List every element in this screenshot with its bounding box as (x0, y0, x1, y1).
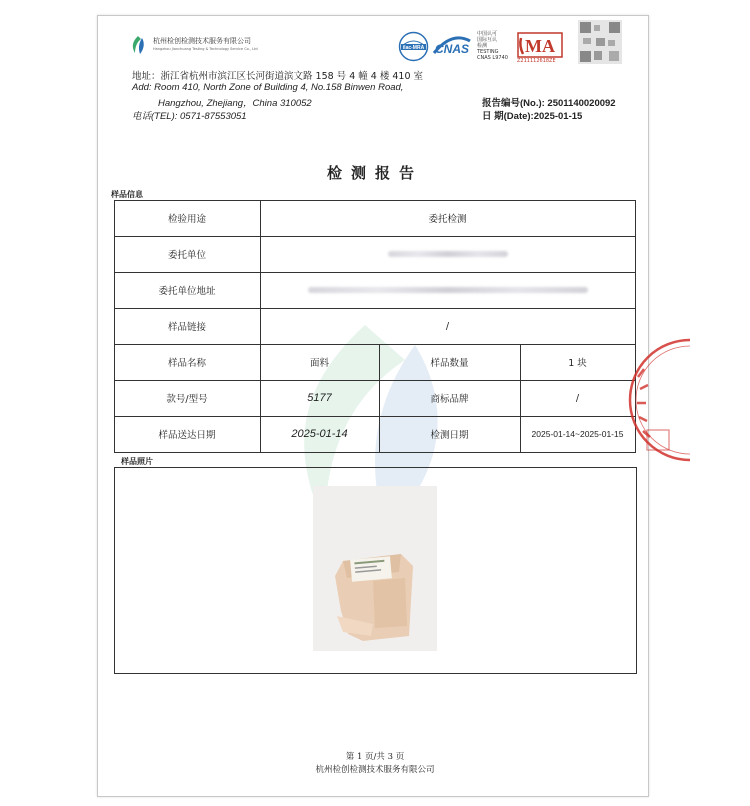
sample-fabric-photo (313, 486, 437, 651)
model-label: 款号/型号 (166, 394, 208, 405)
client-address-value-redacted (260, 272, 635, 308)
purpose-value: 委托检测 (428, 214, 467, 225)
send-date-label: 样品送达日期 (158, 430, 216, 441)
client-address-label: 委托单位地址 (158, 286, 216, 297)
sample-name-label: 样品名称 (167, 358, 206, 369)
telephone: 电话(TEL): 0571-87553051 (132, 111, 247, 122)
cma-logo-icon (517, 32, 563, 58)
sample-qty-value: 1 块 (568, 358, 587, 369)
page-number: 第 1 页/共 3 页 (345, 752, 405, 762)
company-name-en: Hangzhou Jianchuang Testing & Technology Service Co., Ltd (153, 47, 258, 51)
report-number: 报告编号(No.): 2501140020092 (482, 98, 616, 109)
address-cn: 地址：浙江省杭州市滨江区长河街道滨文路 158 号 4 幢 4 楼 410 室 (132, 71, 424, 82)
footer-company: 杭州检创检测技术服务有限公司 (315, 765, 435, 775)
official-seal-stamp-icon (610, 325, 690, 475)
cnas-testing-text: 中国认可 国际互认 检测 TESTING CNAS L9740 (477, 31, 508, 61)
svg-text:MA: MA (525, 36, 555, 56)
send-date-value: 2025-01-14 (291, 428, 348, 440)
sample-name-value: 面料 (309, 358, 329, 369)
model-value: 5177 (307, 392, 332, 404)
svg-text:CNAS: CNAS (434, 42, 470, 56)
brand-value: / (575, 392, 580, 404)
ilac-mra-logo-icon (397, 30, 430, 63)
company-logo-icon (129, 35, 147, 55)
qr-code-icon (578, 20, 622, 64)
brand-label: 商标品牌 (430, 394, 469, 405)
address-en-line1: Add: Room 410, North Zone of Building 4, No.158 Binwen Road, (132, 82, 404, 93)
address-en-line2: Hangzhou, Zhejiang，China 310052 (158, 98, 312, 109)
document-title: 检测报告 (326, 164, 423, 182)
link-value: / (445, 320, 450, 332)
client-label: 委托单位 (167, 250, 206, 261)
client-value-redacted (260, 236, 635, 272)
cnas-logo-icon (430, 31, 474, 59)
section-sample-photo: 样品照片 (121, 457, 153, 466)
company-name-cn: 杭州检创检测技术服务有限公司 (153, 37, 251, 45)
section-sample-info: 样品信息 (111, 190, 143, 199)
sample-info-table (114, 200, 636, 453)
cma-number: Z211112618ZE (517, 58, 556, 64)
link-label: 样品链接 (167, 322, 206, 333)
purpose-label: 检验用途 (167, 214, 206, 225)
test-date-value: 2025-01-14~2025-01-15 (531, 429, 624, 439)
test-date-label: 检测日期 (430, 430, 469, 441)
sample-qty-label: 样品数量 (430, 358, 469, 369)
svg-text:ilac-MRA: ilac-MRA (402, 45, 425, 51)
report-date: 日 期(Date):2025-01-15 (482, 111, 583, 122)
